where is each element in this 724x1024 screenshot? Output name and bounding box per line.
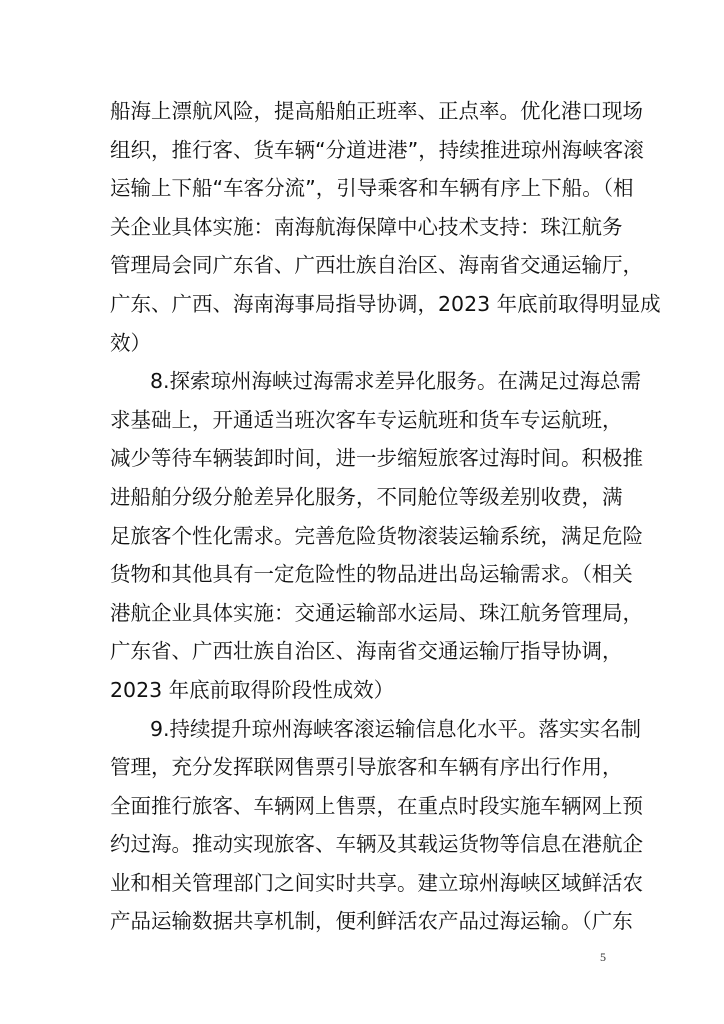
body-text	[110, 92, 661, 941]
text-line: 进船舶分级分舱差异化服务，不同舱位等级差别收费，满	[110, 484, 623, 509]
text-line: 管理局会同广东省、广西壮族自治区、海南省交通运输厅，	[110, 253, 643, 278]
text-line: 运输上下船“车客分流”，引导乘客和车辆有序上下船。（相	[110, 176, 634, 201]
text-line: 足旅客个性化需求。完善危险货物滚装运输系统，满足危险	[110, 523, 643, 548]
text-line: 约过海。推动实现旅客、车辆及其载运货物等信息在港航企	[110, 832, 643, 857]
text-line: 广东省、广西壮族自治区、海南省交通运输厅指导协调，	[110, 639, 623, 664]
page-number: 5	[600, 950, 606, 964]
text-line: 业和相关管理部门之间实时共享。建立琼州海峡区域鲜活农	[110, 870, 643, 895]
text-line: 全面推行旅客、车辆网上售票，在重点时段实施车辆网上预	[110, 793, 643, 818]
text-line: 减少等待车辆装卸时间，进一步缩短旅客过海时间。积极推	[110, 446, 643, 471]
text-line: 港航企业具体实施：交通运输部水运局、珠江航务管理局，	[110, 600, 643, 625]
text-line: 船海上漂航风险，提高船舶正班率、正点率。优化港口现场	[110, 99, 643, 123]
text-line: 产品运输数据共享机制，便利鲜活农产品过海运输。（广东	[110, 909, 633, 934]
text-line: 2023 年底前取得阶段性成效）	[110, 677, 395, 702]
section-9-heading-line: 9.持续提升琼州海峡客滚运输信息化水平。落实实名制	[150, 716, 642, 741]
text-line: 关企业具体实施：南海航海保障中心技术支持：珠江航务	[110, 214, 623, 239]
text-line: 效）	[110, 330, 151, 355]
text-line: 求基础上，开通适当班次客车专运航班和货车专运航班，	[110, 407, 623, 432]
text-line: 组织，推行客、货车辆“分道进港”，持续推进琼州海峡客滚	[110, 137, 644, 162]
section-8-heading-line: 8.探索琼州海峡过海需求差异化服务。在满足过海总需	[150, 369, 642, 394]
text-line: 广东、广西、海南海事局指导协调，2023 年底前取得明显成	[110, 291, 661, 316]
text-line: 货物和其他具有一定危险性的物品进出岛运输需求。（相关	[110, 562, 633, 587]
text-line: 管理，充分发挥联网售票引导旅客和车辆有序出行作用，	[110, 755, 623, 780]
